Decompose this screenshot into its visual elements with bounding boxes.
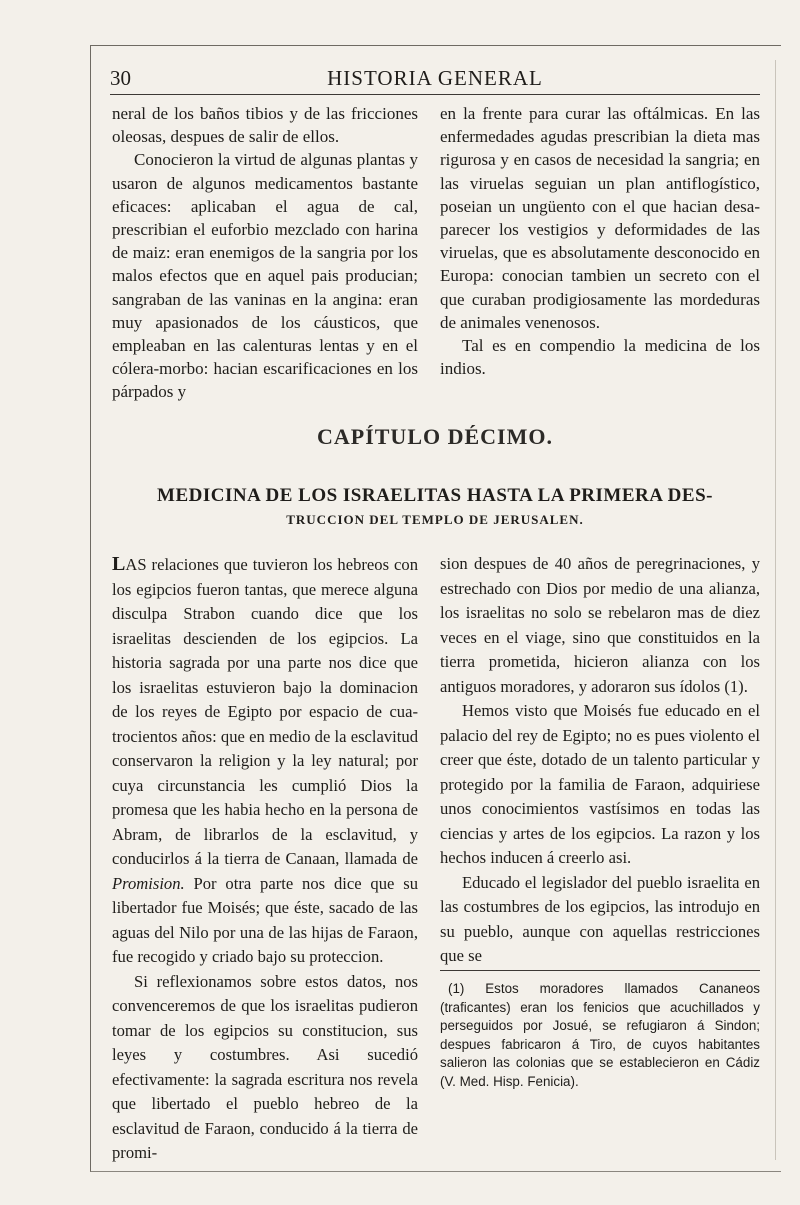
footnote-text: (1) Estos moradores llamados Cananeos (traficantes) eran los fenicios que acuchillados y perseguidos por Josué, se refugiaron á Sindon; despues fabricaron á Tiro, de cuyos habitantes salieron las colonias que se establecieron en Cádiz (V. Med. Hisp. Fenicia). — [440, 981, 760, 1089]
paragraph-text: AS relaciones que tuvieron los hebreos con los egipcios fueron tantas, que merece alguna disculpa Strabon cuando dice que los israelitas descienden de los egipcios. La historia sagrada por una parte nos dice que los israelitas estuvieron bajo la dominacion de los reyes de Egipto por espacio de cuatrocientos años: que en medio de la esclavitud conservaron la religion y la ley natural; por cuya circunstancia les cumplió Dios la promesa que les habia hecho en la persona de Abram, de librarlos de la esclavitud, y conducirlos á la tierra de Canaan, llamada de — [112, 555, 418, 868]
paragraph: Hemos visto que Moisés fue educado en el palacio del rey de Egipto; no es pues violento el creer que éste, dotado de un talento particular y protegido por la familia de Faraon, adquiriese unos conocimientos vastísimos en todas las ciencias y artes de los egipcios. La razon y los hechos inducen á creerlo asi. — [440, 701, 760, 867]
chapter-title: CAPÍTULO DÉCIMO. — [316, 424, 553, 449]
paragraph: Si reflexionamos sobre estos datos, nos convenceremos de que los israelitas pudieron tomar de los egipcios su constitucion, sus leyes y costumbres. Asi sucedió efectivamente: la sagrada escritura nos revela que libertado el pueblo hebreo de la esclavitud de Faraon, conducido á la tierra de promi- — [112, 971, 418, 1162]
section-title: MEDICINA DE LOS ISRAELITAS HASTA LA PRIMERA DES- — [157, 485, 713, 506]
body-left-column — [112, 552, 418, 1166]
header-rule — [110, 94, 760, 95]
paragraph: neral de los baños tibios y de las fricciones oleosas, despues de salir de ellos. — [112, 104, 418, 147]
paragraph: Educado el legislador del pueblo israelita en las costumbres de los egipcios, las introdujo en su pueblo, aunque con aquellas restricciones que se — [440, 872, 760, 965]
footnote-rule — [440, 970, 760, 971]
top-left-column — [112, 102, 418, 404]
paragraph: Conocieron la virtud de algunas plantas y usaron de algunos medicamentos bastante eficaces: aplicaban el agua de cal, prescribian el euforbio mezclado con harina de maiz: eran enemigos de la sangria por los malos efectos que en aquel pais producian; sangraban de las vaninas en la angina: eran muy apasionados de los cáusticos, que empleaban en las calenturas lentas y en el cólera-morbo: hacian escarificaciones en los párpados y — [112, 150, 418, 402]
top-right-column — [440, 102, 760, 380]
running-title: HISTORIA GENERAL — [327, 66, 543, 90]
page-edge — [775, 60, 776, 1160]
paragraph: sion despues de 40 años de peregrinaciones, y estrechado con Dios por medio de una alianza, los israelitas no solo se rebelaron mas de diez veces en el viage, sino que constituidos en la tierra prometida, hicieron alianza con los antiguos moradores, y adoraron sus ídolos (1). — [440, 554, 760, 696]
page-number: 30 — [110, 66, 131, 90]
italic-term: Promision. — [112, 873, 185, 893]
drop-cap: L — [112, 553, 126, 575]
paragraph — [112, 552, 418, 970]
body-right-column — [440, 552, 760, 969]
section-subtitle: TRUCCION DEL TEMPLO DE JERUSALEN. — [286, 512, 584, 527]
footnote — [440, 980, 760, 1092]
paragraph: en la frente para curar las oftálmicas. En las enfermedades agudas prescribian la dieta mas rigurosa y en casos de necesidad la sangria; en las viruelas seguian un plan antiflogístico, poseian un ungüento con el que hacian desaparecer los vestigios y deformidades de las viruelas, que es absolutamente desconocido en Europa: conocian tambien un secreto con el que curaban prodigiosamente las mordeduras de animales venenosos. — [440, 104, 760, 332]
paragraph-text: Por otra parte nos dice que su libertador fue Moisés; que éste, sacado de las aguas del Nilo por una de las hijas de Faraon, fue recogido y criado bajo su proteccion. — [112, 873, 418, 966]
paragraph: Tal es en compendio la medicina de los indios. — [440, 336, 760, 379]
